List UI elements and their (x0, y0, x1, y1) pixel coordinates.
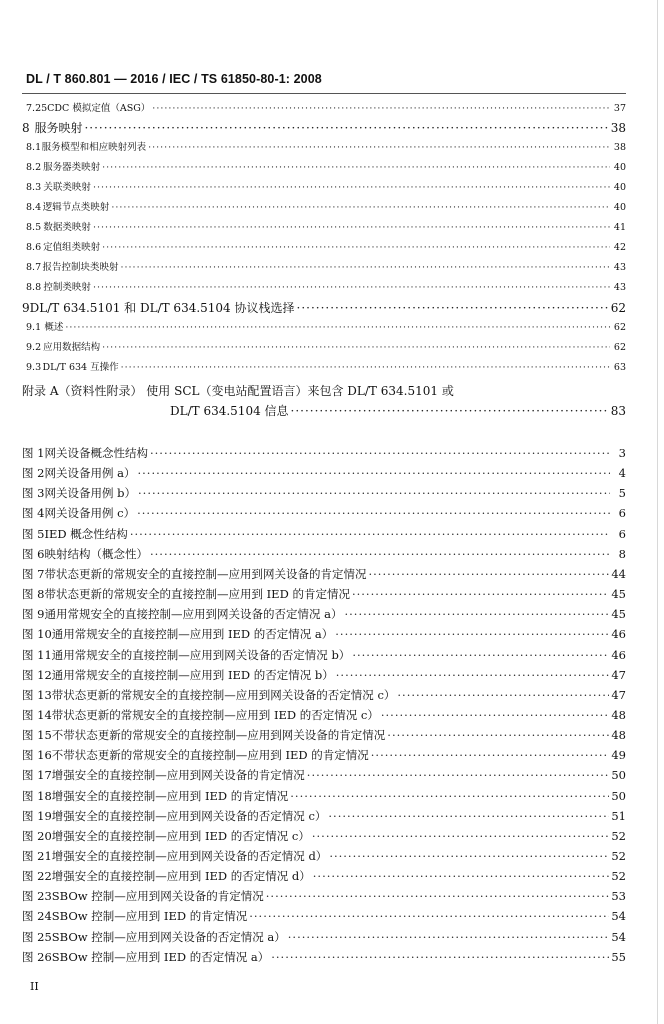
figure-entry (22, 606, 626, 624)
figure-page: 50 (611, 768, 626, 783)
leader-dots (121, 262, 611, 273)
page-number: II (30, 980, 39, 993)
figure-title: 带状态更新的常规安全的直接控制—应用到网关设备的否定情况 c） (51, 687, 396, 702)
figure-number: 图 24 (22, 909, 52, 924)
figure-entry (22, 546, 626, 564)
toc-entry-page: 37 (613, 103, 626, 114)
figure-page: 8 (618, 546, 626, 561)
toc-entry (22, 139, 626, 157)
toc-entry-number: 8.1 (26, 142, 42, 153)
leader-dots (371, 748, 610, 762)
figure-entry (22, 828, 626, 846)
leader-dots (345, 607, 610, 621)
leader-dots (102, 162, 610, 173)
figure-page: 47 (611, 687, 626, 702)
figure-number: 图 19 (22, 808, 52, 823)
toc-entry-page: 62 (613, 342, 626, 353)
figure-title: 网关设备用例 a） (44, 466, 136, 481)
leader-dots (111, 202, 610, 213)
toc-entry-page: 40 (613, 202, 626, 213)
figure-page: 46 (611, 647, 626, 662)
page-edge (657, 0, 658, 1024)
figure-number: 图 13 (22, 687, 52, 702)
leader-dots (387, 728, 609, 742)
figure-page: 6 (618, 526, 626, 541)
toc-entry-title: 数据类映射 (43, 222, 91, 233)
leader-dots (150, 446, 610, 460)
figure-title: 网关设备用例 c） (44, 506, 136, 521)
toc-entry (22, 319, 626, 337)
toc-entry-number: 7.25 (26, 103, 48, 114)
figure-title: 映射结构（概念性） (44, 546, 148, 561)
toc-entry-number: 8.4 (26, 202, 42, 213)
leader-dots (249, 909, 609, 923)
figure-number: 图 22 (22, 869, 52, 884)
toc-entry-page: 62 (613, 322, 626, 333)
header-rule (22, 93, 626, 94)
annex-title-cont: DL/T 634.5104 信息 (170, 404, 289, 418)
figure-number: 图 18 (22, 788, 52, 803)
toc-entry-number: 8.6 (26, 242, 42, 253)
figure-title: 网关设备用例 b） (44, 486, 137, 501)
figure-number: 图 14 (22, 707, 52, 722)
figure-page: 46 (611, 627, 626, 642)
figure-page: 51 (611, 808, 626, 823)
figure-number: 图 20 (22, 828, 52, 843)
toc-entry (22, 219, 626, 237)
figure-number: 图 6 (22, 546, 45, 561)
toc-entry-number: 8.2 (26, 162, 42, 173)
toc-entry-title: 关联类映射 (43, 182, 91, 193)
figure-number: 图 2 (22, 466, 45, 481)
toc-entry-page: 42 (613, 242, 626, 253)
toc-entry-number: 8.3 (26, 182, 42, 193)
figure-title: 通用常规安全的直接控制—应用到 IED 的否定情况 a） (51, 627, 334, 642)
figure-number: 图 8 (22, 587, 45, 602)
toc-entry-title: 概述 (44, 322, 64, 333)
toc-entry-number: 9.2 (26, 342, 42, 353)
figure-number: 图 10 (22, 627, 52, 642)
leader-dots (291, 404, 609, 418)
figure-page: 6 (618, 506, 626, 521)
figure-entry (22, 445, 626, 463)
leader-dots (150, 547, 610, 561)
toc-entry-page: 43 (613, 282, 626, 293)
leader-dots (352, 587, 609, 601)
figure-page: 55 (611, 949, 626, 964)
toc-entry-page: 41 (613, 222, 626, 233)
leader-dots (84, 121, 608, 135)
annex-page: 83 (610, 404, 626, 418)
toc-entry-page: 38 (613, 142, 626, 153)
figure-entry (22, 566, 626, 584)
running-header: DL / T 860.801 — 2016 / IEC / TS 61850-80-1: 2008 (26, 72, 322, 86)
toc-entry-title: 定值组类映射 (43, 242, 101, 253)
toc-entry-title: DL/T 634.5101 和 DL/T 634.5104 协议栈选择 (29, 301, 295, 315)
figure-title: 增强安全的直接控制—应用到 IED 的肯定情况 (51, 788, 289, 803)
figure-title: 增强安全的直接控制—应用到网关设备的否定情况 c） (51, 808, 327, 823)
toc-entry (22, 159, 626, 177)
figure-page: 49 (611, 748, 626, 763)
figure-title: 不带状态更新的常规安全的直接控制—应用到网关设备的肯定情况 (51, 728, 386, 743)
toc-entry-page: 40 (613, 162, 626, 173)
annex-title-line1 (22, 382, 626, 400)
leader-dots (266, 889, 610, 903)
toc-entry-title: 服务映射 (34, 121, 83, 135)
figure-entry (22, 929, 626, 947)
leader-dots (137, 506, 610, 520)
figure-page: 54 (611, 929, 626, 944)
figure-entry (22, 788, 626, 806)
toc-entry (22, 119, 626, 137)
figure-page: 50 (611, 788, 626, 803)
toc-entry (22, 199, 626, 217)
figure-entry (22, 586, 626, 604)
leader-dots (290, 789, 609, 803)
figure-entry (22, 949, 626, 967)
leader-dots (312, 829, 609, 843)
figure-page: 47 (611, 667, 626, 682)
toc-entry-title: 逻辑节点类映射 (42, 202, 110, 213)
figure-title: 通用常规安全的直接控制—应用到网关设备的否定情况 b） (51, 647, 351, 662)
figure-number: 图 7 (22, 566, 45, 581)
leader-dots (352, 648, 609, 662)
figure-page: 44 (611, 566, 626, 581)
figure-title: 增强安全的直接控制—应用到网关设备的否定情况 d） (51, 849, 328, 863)
toc-entry (22, 239, 626, 257)
toc-entry-title: 应用数据结构 (43, 342, 101, 353)
figure-number: 图 4 (22, 506, 45, 521)
figure-page: 5 (618, 486, 626, 501)
figure-title: 通用常规安全的直接控制—应用到 IED 的否定情况 b） (51, 667, 334, 682)
figure-title: 通用常规安全的直接控制—应用到网关设备的否定情况 a） (44, 607, 343, 622)
figure-entry (22, 626, 626, 644)
figure-entry (22, 767, 626, 785)
annex-title: 附录 A（资料性附录） 使用 SCL（变电站配置语言）来包含 DL/T 634.5101 或 (22, 384, 454, 398)
leader-dots (329, 849, 609, 863)
figure-page: 48 (611, 728, 626, 743)
leader-dots (368, 567, 609, 581)
toc-entry-number: 8.5 (26, 222, 42, 233)
leader-dots (138, 466, 611, 480)
toc-entry (22, 100, 626, 118)
leader-dots (65, 322, 610, 333)
figure-entry (22, 908, 626, 926)
leader-dots (297, 301, 609, 315)
figure-number: 图 15 (22, 728, 52, 743)
leader-dots (381, 708, 610, 722)
leader-dots (313, 869, 610, 883)
toc-entry-title: DL/T 634 互操作 (42, 362, 119, 373)
leader-dots (93, 222, 610, 233)
figure-title: 带状态更新的常规安全的直接控制—应用到 IED 的否定情况 c） (51, 707, 379, 722)
leader-dots (397, 688, 609, 702)
figure-title: 网关设备概念性结构 (44, 446, 148, 460)
figure-entry (22, 526, 626, 544)
leader-dots (148, 142, 610, 153)
figure-title: SBOw 控制—应用到网关设备的否定情况 a） (51, 929, 286, 944)
leader-dots (288, 930, 610, 944)
figure-page: 54 (611, 909, 626, 924)
figure-page: 52 (611, 849, 626, 863)
toc-entry-number: 9.3 (26, 362, 42, 373)
figure-entry (22, 505, 626, 523)
leader-dots (152, 103, 610, 114)
figure-title: 带状态更新的常规安全的直接控制—应用到 IED 的肯定情况 (44, 587, 350, 602)
figure-entry (22, 485, 626, 503)
toc-entry-title: 服务器类映射 (43, 162, 101, 173)
leader-dots (336, 668, 610, 682)
figure-page: 48 (611, 707, 626, 722)
figure-title: SBOw 控制—应用到网关设备的肯定情况 (51, 889, 264, 904)
toc-entry (22, 279, 626, 297)
toc-entry-number: 8.8 (26, 282, 42, 293)
figure-entry (22, 868, 626, 886)
toc-entry (22, 259, 626, 277)
toc-entry-page: 43 (613, 262, 626, 273)
figure-title: IED 概念性结构 (44, 526, 128, 541)
toc-entry-title: 服务模型和相应映射列表 (41, 142, 147, 153)
figure-number: 图 26 (22, 949, 52, 964)
figure-number: 图 16 (22, 748, 52, 763)
leader-dots (121, 362, 610, 373)
toc-entry (22, 299, 626, 317)
figure-title: SBOw 控制—应用到 IED 的否定情况 a） (51, 949, 270, 964)
figure-page: 52 (611, 869, 626, 884)
figure-entry (22, 747, 626, 765)
figure-entry (22, 647, 626, 665)
leader-dots (102, 242, 610, 253)
toc-entry-number: 9 (22, 301, 30, 315)
figure-number: 图 12 (22, 667, 52, 682)
toc-entry (22, 339, 626, 357)
figure-page: 45 (611, 587, 626, 602)
toc-entry-number: 8 (22, 121, 30, 135)
figure-page: 53 (611, 889, 626, 904)
leader-dots (307, 768, 610, 782)
figure-title: 增强安全的直接控制—应用到 IED 的否定情况 c） (51, 828, 310, 843)
figure-number: 图 25 (22, 929, 52, 944)
figure-number: 图 3 (22, 486, 45, 501)
leader-dots (130, 527, 610, 541)
annex-title-line2 (22, 402, 626, 420)
figure-number: 图 5 (22, 526, 45, 541)
toc-entry-number: 9.1 (26, 322, 42, 333)
toc-entry-title: 报告控制块类映射 (42, 262, 119, 273)
figure-entry (22, 848, 626, 866)
figure-entry (22, 888, 626, 906)
figure-number: 图 9 (22, 607, 45, 622)
figure-entry (22, 465, 626, 483)
figure-title: 带状态更新的常规安全的直接控制—应用到网关设备的肯定情况 (44, 566, 367, 581)
leader-dots (271, 950, 609, 964)
leader-dots (328, 809, 609, 823)
leader-dots (335, 627, 609, 641)
figure-entry (22, 687, 626, 705)
toc-entry-number: 8.7 (26, 262, 42, 273)
figure-page: 52 (611, 828, 626, 843)
figure-number: 图 11 (22, 647, 52, 662)
toc-entry-page: 40 (613, 182, 626, 193)
figure-number: 图 23 (22, 889, 52, 904)
figure-title: 增强安全的直接控制—应用到网关设备的肯定情况 (51, 768, 305, 783)
figure-page: 45 (611, 607, 626, 622)
figure-entry (22, 707, 626, 725)
figure-title: 不带状态更新的常规安全的直接控制—应用到 IED 的肯定情况 (51, 748, 369, 763)
figure-number: 图 1 (22, 446, 45, 460)
figure-page: 4 (618, 466, 626, 481)
figure-number: 图 21 (22, 849, 52, 863)
leader-dots (102, 342, 610, 353)
leader-dots (93, 282, 610, 293)
toc-entry-page: 62 (610, 301, 626, 315)
leader-dots (138, 486, 610, 500)
toc-entry-page: 63 (613, 362, 626, 373)
toc-entry-title: CDC 模拟定值（ASG） (47, 103, 151, 114)
figure-title: 增强安全的直接控制—应用到 IED 的否定情况 d） (51, 869, 311, 884)
toc-entry-title: 控制类映射 (43, 282, 91, 293)
toc-entry (22, 179, 626, 197)
figure-entry (22, 667, 626, 685)
figure-page: 3 (618, 446, 626, 460)
leader-dots (93, 182, 610, 193)
figure-entry (22, 808, 626, 826)
figure-title: SBOw 控制—应用到 IED 的肯定情况 (51, 909, 248, 924)
toc-entry-page: 38 (610, 121, 626, 135)
figure-number: 图 17 (22, 768, 52, 783)
toc-entry (22, 359, 626, 377)
figure-entry (22, 727, 626, 745)
